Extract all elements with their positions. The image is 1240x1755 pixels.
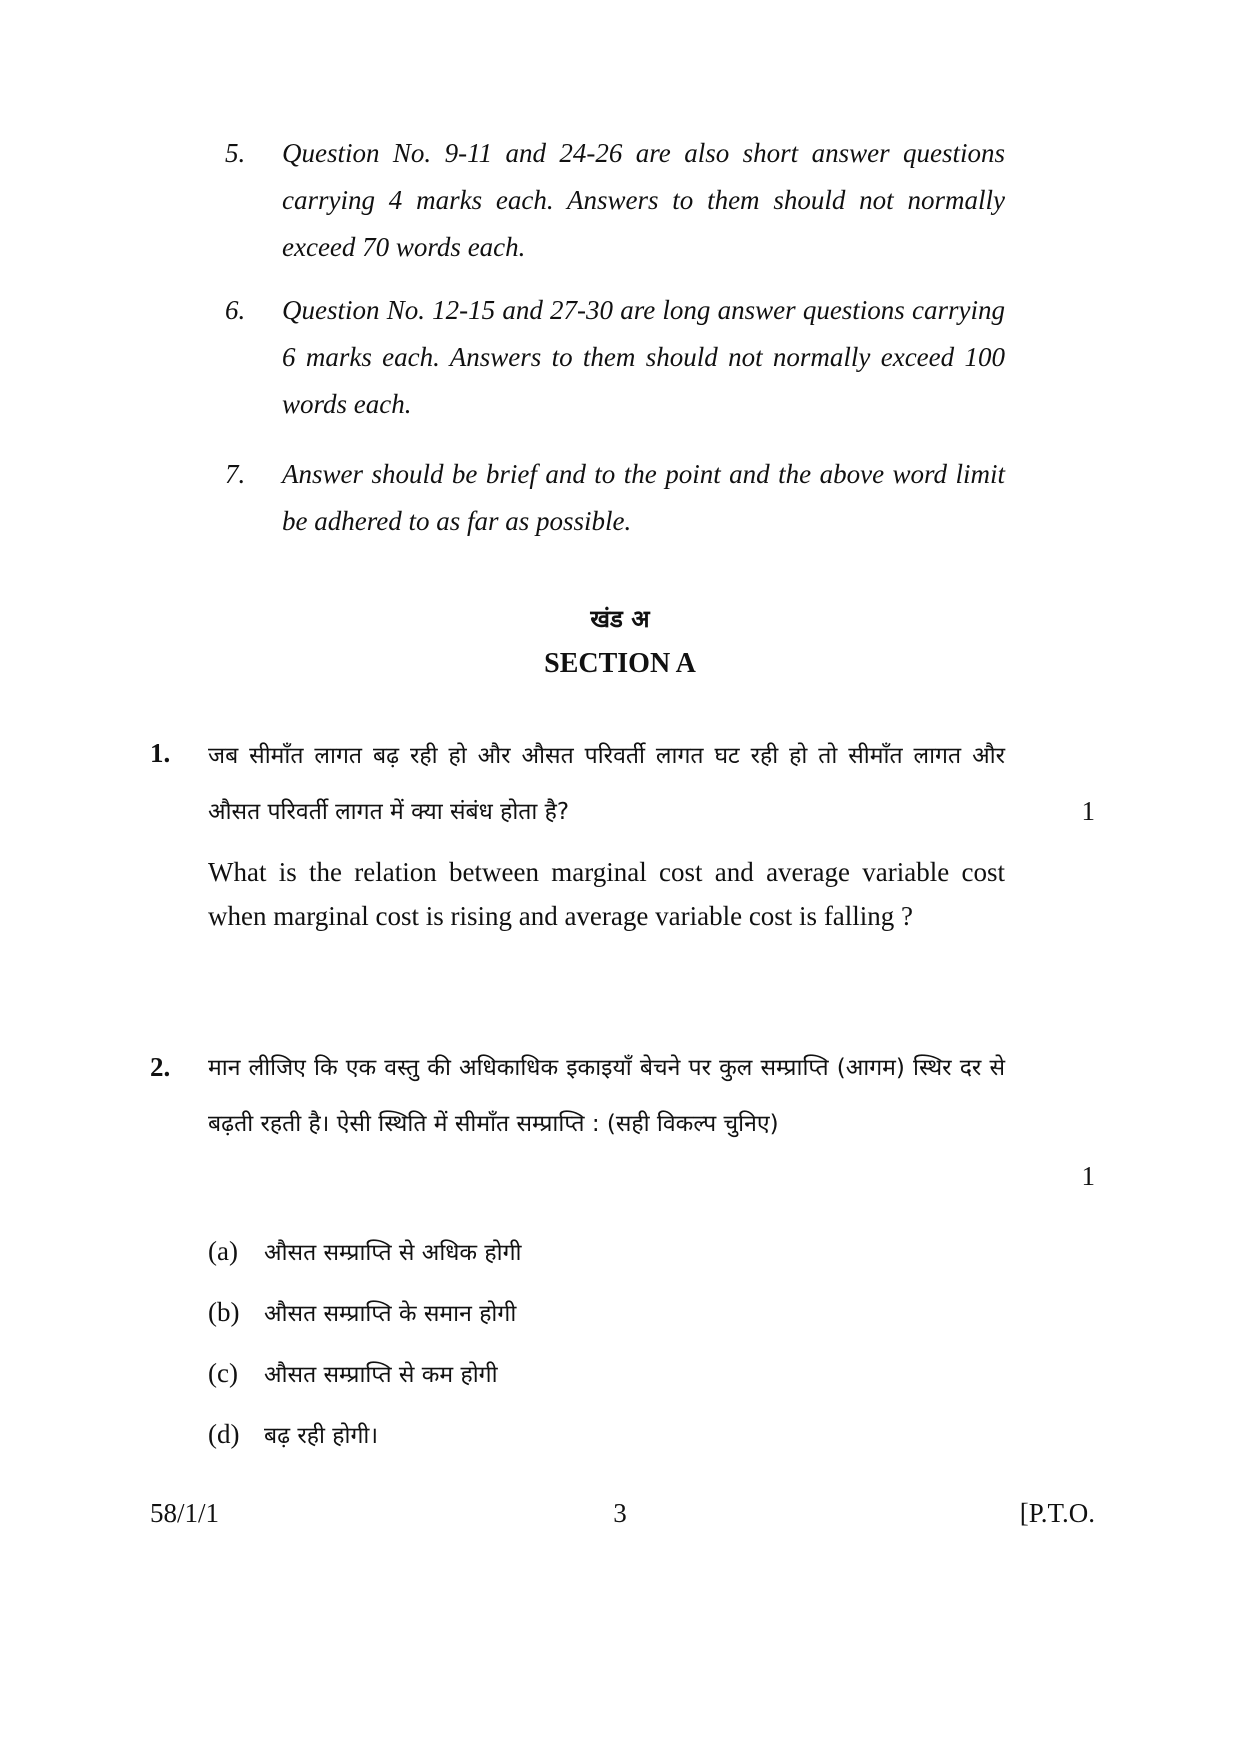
option-b xyxy=(208,1292,516,1332)
question-1-number: 1. xyxy=(150,738,171,768)
question-2-marks: 1 xyxy=(1081,1161,1095,1191)
instruction-number: 5. xyxy=(225,138,246,168)
option-text: औसत सम्प्राप्ति से कम होगी xyxy=(264,1362,498,1388)
page-number: 3 xyxy=(613,1498,627,1528)
option-text: औसत सम्प्राप्ति से अधिक होगी xyxy=(264,1240,522,1266)
option-label: (a) xyxy=(208,1236,238,1266)
instruction-text: Question No. 12-15 and 27-30 are long answer questions carrying 6 marks each. Answers to them should not normally exceed 100 words each. xyxy=(282,295,1005,419)
option-label: (b) xyxy=(208,1297,240,1327)
instruction-number: 6. xyxy=(225,295,246,325)
option-d xyxy=(208,1414,378,1454)
question-1-marks: 1 xyxy=(1081,796,1095,826)
question-1-hindi: जब सीमाँत लागत बढ़ रही हो और औसत परिवर्ती लागत घट रही हो तो सीमाँत लागत और औसत परिवर्ती लागत में क्या संबंध होता है? xyxy=(208,743,1005,825)
option-label: (d) xyxy=(208,1419,240,1449)
paper-code: 58/1/1 xyxy=(150,1498,220,1528)
option-text: औसत सम्प्राप्ति के समान होगी xyxy=(264,1301,517,1327)
option-c xyxy=(208,1353,498,1393)
question-1-english: What is the relation between marginal cost and average variable cost when marginal cost is rising and average variable cost is falling ? xyxy=(208,857,1005,931)
option-a xyxy=(208,1231,521,1271)
instruction-number: 7. xyxy=(225,459,246,489)
question-2-number: 2. xyxy=(150,1052,171,1082)
instruction-5 xyxy=(225,130,1005,271)
option-label: (c) xyxy=(208,1358,238,1388)
question-2-hindi: मान लीजिए कि एक वस्तु की अधिकाधिक इकाइयाँ बेचने पर कुल सम्प्राप्ति (आगम) स्थिर दर से बढ़ती रहती है। ऐसी स्थिति में सीमाँत सम्प्राप्ति : (सही विकल्प चुनिए) xyxy=(208,1055,1005,1137)
section-title-english: SECTION A xyxy=(544,648,696,679)
section-title-hindi: खंड अ xyxy=(590,605,650,633)
please-turn-over: [P.T.O. xyxy=(1019,1498,1095,1528)
instruction-text: Question No. 9-11 and 24-26 are also short answer questions carrying 4 marks each. Answers to them should not normally exceed 70 words each. xyxy=(282,138,1005,262)
instruction-6 xyxy=(225,287,1005,428)
option-text: बढ़ रही होगी। xyxy=(264,1423,379,1449)
instruction-7 xyxy=(225,451,1005,545)
instruction-text: Answer should be brief and to the point and the above word limit be adhered to as far as possible. xyxy=(282,459,1005,536)
